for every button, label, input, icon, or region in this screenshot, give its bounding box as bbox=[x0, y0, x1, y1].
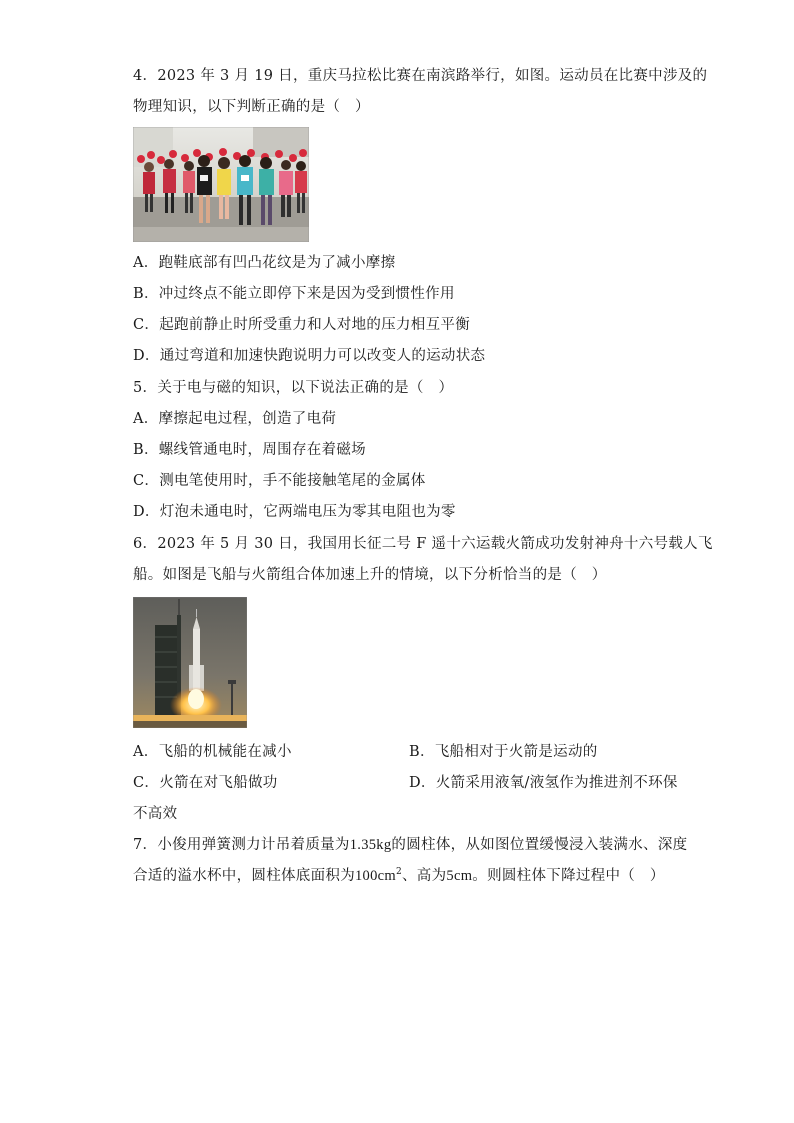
q6-option-a: A．飞船的机械能在减小 bbox=[133, 744, 292, 760]
q5-option-d: D．灯泡未通电时，它两端电压为零其电阻也为零 bbox=[133, 504, 456, 520]
q4-option-c: C．起跑前静止时所受重力和人对地的压力相互平衡 bbox=[133, 317, 470, 333]
q7-text: 合适的溢水杯中，圆柱体底面积为 bbox=[133, 868, 355, 884]
q7-stem-line2 bbox=[133, 866, 665, 886]
q5-option-a: A．摩擦起电过程，创造了电荷 bbox=[133, 411, 337, 427]
q4-option-a: A．跑鞋底部有凹凸花纹是为了减小摩擦 bbox=[133, 255, 396, 271]
q6-stem-line1: 6．2023 年 5 月 30 日，我国用长征二号 F 遥十六运载火箭成功发射神舟十六号载人飞 bbox=[133, 536, 713, 552]
q7-height-value: 5cm bbox=[446, 868, 473, 884]
q7-stem-line1 bbox=[133, 835, 687, 855]
q4-stem-line1: 4．2023 年 3 月 19 日，重庆马拉松比赛在南滨路举行，如图。运动员在比赛中涉及的 bbox=[133, 68, 708, 84]
q4-option-d: D．通过弯道和加速快跑说明力可以改变人的运动状态 bbox=[133, 348, 486, 364]
q4-option-b: B．冲过终点不能立即停下来是因为受到惯性作用 bbox=[133, 286, 455, 302]
q6-stem-line2: 船。如图是飞船与火箭组合体加速上升的情境，以下分析恰当的是（ ） bbox=[133, 567, 607, 583]
q6-option-d-line1: D．火箭采用液氧/液氢作为推进剂不环保 bbox=[409, 775, 678, 791]
rocket-launch-photo bbox=[133, 597, 247, 728]
q4-stem-line2: 物理知识，以下判断正确的是（ ） bbox=[133, 99, 370, 115]
q5-option-b: B．螺线管通电时，周围存在着磁场 bbox=[133, 442, 366, 458]
q7-text: 、高为 bbox=[402, 868, 447, 884]
q7-area-exponent: 2 bbox=[395, 867, 402, 878]
marathon-photo bbox=[133, 127, 309, 242]
q5-stem: 5．关于电与磁的知识，以下说法正确的是（ ） bbox=[133, 380, 454, 396]
q6-option-d-line2: 不高效 bbox=[133, 806, 178, 822]
q5-option-c: C．测电笔使用时，手不能接触笔尾的金属体 bbox=[133, 473, 426, 489]
q7-mass-value: 1.35kg bbox=[349, 837, 392, 853]
q6-option-b: B．飞船相对于火箭是运动的 bbox=[409, 744, 598, 760]
q6-option-c: C．火箭在对飞船做功 bbox=[133, 775, 278, 791]
q7-area-value: 100cm bbox=[355, 868, 396, 884]
q7-text: 7．小俊用弹簧测力计吊着质量为 bbox=[133, 837, 350, 853]
q7-text: 。则圆柱体下降过程中（ ） bbox=[472, 868, 665, 884]
q7-text: 的圆柱体，从如图位置缓慢浸入装满水、深度 bbox=[391, 837, 688, 853]
